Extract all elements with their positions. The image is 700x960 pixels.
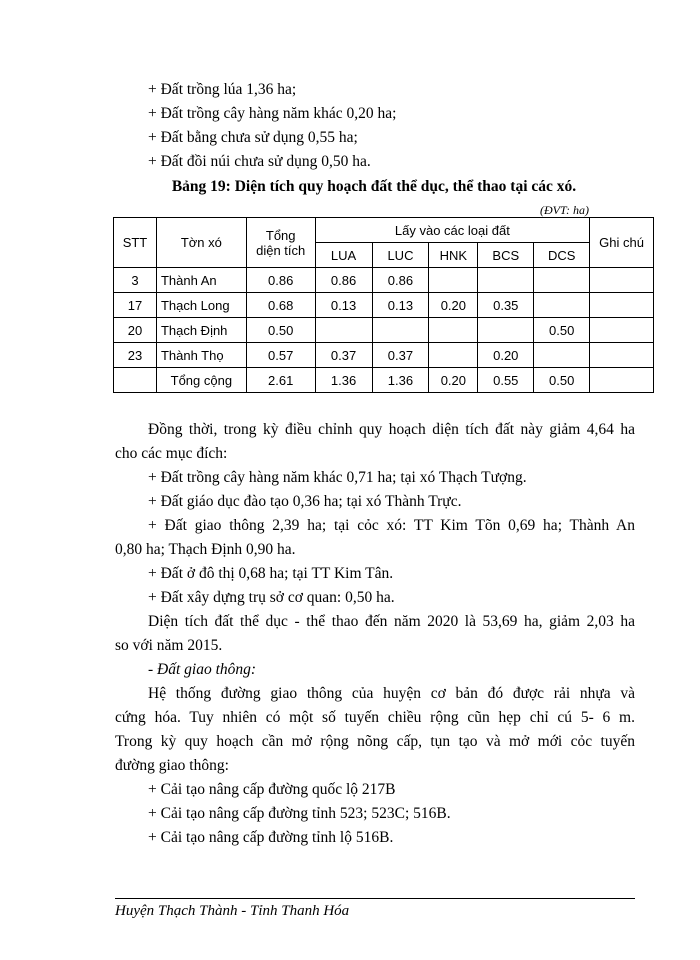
- cell-name: Thạch Định: [156, 318, 246, 343]
- bullet-highway: + Cải tạo nâng cấp đường quốc lộ 217B: [148, 781, 396, 798]
- cell-luc: 0.86: [372, 268, 429, 293]
- cell-total: 0.68: [246, 293, 315, 318]
- cell-total: 0.57: [246, 343, 315, 368]
- section-title-transport: - Đất giao thông:: [148, 661, 257, 678]
- cell-total: 0.86: [246, 268, 315, 293]
- cell-lua: 0.86: [315, 268, 372, 293]
- cell-lua: 0.13: [315, 293, 372, 318]
- cell-hnk: [429, 268, 478, 293]
- cell-dcs: 0.50: [534, 368, 590, 393]
- cell-name: Thạch Long: [156, 293, 246, 318]
- paragraph-decrease-line2: cho các mục đích:: [115, 445, 228, 462]
- total-row: [114, 368, 654, 393]
- header-note: Ghi chú: [590, 218, 654, 268]
- paragraph-transport-line4: đường giao thông:: [115, 757, 229, 774]
- header-name: Tờn xó: [156, 218, 246, 268]
- cell-stt: 17: [114, 293, 157, 318]
- cell-stt: 23: [114, 343, 157, 368]
- bullet-annual-crop-land: + Đất trồng cây hàng năm khác 0,20 ha;: [148, 105, 397, 122]
- header-group: Lấy vào các loại đất: [315, 218, 589, 243]
- table-caption: Bảng 19: Diện tích quy hoạch đất thể dục, thể thao tại các xó.: [171, 178, 577, 195]
- header-stt: STT: [114, 218, 157, 268]
- cell-name: Thành An: [156, 268, 246, 293]
- cell-luc: 1.36: [372, 368, 429, 393]
- cell-hnk: [429, 343, 478, 368]
- bullet-unused-hill-land: + Đất đồi núi chưa sử dụng 0,50 ha.: [148, 153, 371, 170]
- cell-note: [590, 318, 654, 343]
- cell-dcs: [534, 343, 590, 368]
- bullet-provincial-road-516b: + Cải tạo nâng cấp đường tỉnh lộ 516B.: [148, 829, 394, 846]
- cell-note: [590, 343, 654, 368]
- table-row: [114, 343, 654, 368]
- cell-note: [590, 368, 654, 393]
- footer-text: Huyện Thạch Thành - Tỉnh Thanh Hóa: [115, 903, 350, 919]
- cell-lua: 1.36: [315, 368, 372, 393]
- paragraph-transport-line1: Hệ thống đường giao thông của huyện cơ bản đó được rải nhựa và: [148, 685, 635, 702]
- header-lua: LUA: [315, 243, 372, 268]
- paragraph-decrease-line1: Đồng thời, trong kỳ điều chỉnh quy hoạch diện tích đất này giảm 4,64 ha: [148, 421, 635, 438]
- total-label: Tổng cộng: [156, 368, 246, 393]
- bullet-annual-crop: + Đất trồng cây hàng năm khác 0,71 ha; tại xó Thạch Tượng.: [148, 469, 527, 486]
- cell-lua: 0.37: [315, 343, 372, 368]
- cell-bcs: 0.35: [478, 293, 534, 318]
- cell-stt: 20: [114, 318, 157, 343]
- header-luc: LUC: [372, 243, 429, 268]
- bullet-office: + Đất xây dựng trụ sở cơ quan: 0,50 ha.: [148, 589, 395, 606]
- cell-total: 0.50: [246, 318, 315, 343]
- cell-dcs: [534, 293, 590, 318]
- cell-luc: [372, 318, 429, 343]
- cell-dcs: [534, 268, 590, 293]
- bullet-education: + Đất giáo dục đào tạo 0,36 ha; tại xó Thành Trực.: [148, 493, 462, 510]
- cell-note: [590, 268, 654, 293]
- cell-note: [590, 293, 654, 318]
- cell-hnk: [429, 318, 478, 343]
- bullet-rice-land: + Đất trồng lúa 1,36 ha;: [148, 81, 297, 98]
- bullet-provincial-road: + Cải tạo nâng cấp đường tỉnh 523; 523C; 516B.: [148, 805, 451, 822]
- header-total-line1: Tổng: [265, 227, 296, 243]
- land-table: [113, 217, 654, 393]
- cell-hnk: 0.20: [429, 293, 478, 318]
- cell-luc: 0.13: [372, 293, 429, 318]
- cell-bcs: [478, 318, 534, 343]
- paragraph-transport-line3: Trong kỳ quy hoạch cần mở rộng nõng cấp, tụn tạo và mở mới cỏc tuyến: [115, 733, 635, 750]
- cell-hnk: 0.20: [429, 368, 478, 393]
- cell-luc: 0.37: [372, 343, 429, 368]
- footer-divider: [115, 898, 635, 899]
- cell-bcs: [478, 268, 534, 293]
- header-dcs: DCS: [534, 243, 590, 268]
- cell-stt: [114, 368, 157, 393]
- bullet-transport-line1: + Đất giao thông 2,39 ha; tại cỏc xó: TT Kim Tõn 0,69 ha; Thành An: [148, 517, 635, 534]
- paragraph-sport-area-line1: Diện tích đất thể dục - thể thao đến năm 2020 là 53,69 ha, giảm 2,03 ha: [148, 613, 635, 630]
- cell-bcs: 0.20: [478, 343, 534, 368]
- paragraph-transport-line2: cứng hóa. Tuy nhiên có một số tuyến chiều rộng cũn hẹp chỉ cú 5- 6 m.: [115, 709, 635, 726]
- header-bcs: BCS: [478, 243, 534, 268]
- cell-stt: 3: [114, 268, 157, 293]
- bullet-urban: + Đất ở đô thị 0,68 ha; tại TT Kim Tân.: [148, 565, 394, 582]
- cell-lua: [315, 318, 372, 343]
- table-row: [114, 293, 654, 318]
- cell-total: 2.61: [246, 368, 315, 393]
- cell-bcs: 0.55: [478, 368, 534, 393]
- header-hnk: HNK: [429, 243, 478, 268]
- table-unit: (ĐVT: ha): [540, 203, 589, 217]
- bullet-unused-flat-land: + Đất bằng chưa sử dụng 0,55 ha;: [148, 129, 358, 146]
- bullet-transport-line2: 0,80 ha; Thạch Định 0,90 ha.: [115, 541, 296, 558]
- cell-name: Thành Thọ: [156, 343, 246, 368]
- table-row: [114, 318, 654, 343]
- table-row: [114, 268, 654, 293]
- header-total-line2: diện tích: [256, 242, 306, 258]
- header-total: [246, 218, 315, 268]
- cell-dcs: 0.50: [534, 318, 590, 343]
- paragraph-sport-area-line2: so với năm 2015.: [115, 637, 223, 654]
